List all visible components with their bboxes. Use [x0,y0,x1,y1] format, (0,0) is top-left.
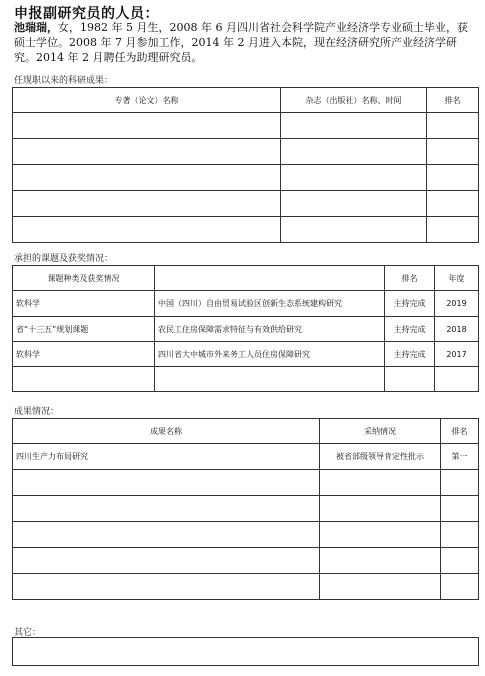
table-cell [427,191,479,217]
projects-section-label: 承担的课题及获奖情况： [14,254,114,264]
table-cell [320,574,441,600]
table-cell: 2017 [435,342,479,367]
table-row [13,444,479,470]
table-cell [13,548,320,574]
page-title: 申报副研究员的人员： [14,6,159,22]
table-cell: 2018 [435,317,479,342]
candidate-intro [14,20,476,65]
column-header: 排名 [385,266,435,291]
table-row [13,165,479,191]
table-row [13,291,479,317]
table-cell: 中国（四川）自由贸易试验区创新生态系统建构研究 [155,291,385,317]
table-row [13,342,479,367]
table-cell [13,217,281,243]
table-cell [281,139,427,165]
table-cell [441,548,479,574]
table-cell [427,217,479,243]
table-row [13,638,479,666]
research-table [12,87,479,243]
projects-table [12,265,479,392]
table-cell: 被省部级领导肯定性批示 [320,444,441,470]
research-section-label: 任现职以来的科研成果： [14,76,114,86]
column-header: 排名 [427,88,479,113]
table-cell: 2019 [435,291,479,317]
table-cell [13,367,155,392]
other-field [13,638,479,666]
table-row [13,548,479,574]
column-header: 专著（论文）名称 [13,88,281,113]
other-table [12,637,479,666]
table-cell [385,367,435,392]
table-cell [427,113,479,139]
table-row [13,496,479,522]
table-row [13,317,479,342]
candidate-bio: 女，1982 年 5 月生，2008 年 6 月四川省社会科学院产业经济学专业硕士毕业，获硕士学位。2008 年 7 月参加工作，2014 年 2 月进入本院，现在经济研究所产业经济学研究。2014 年 2 月聘任为助理研究员。 [14,21,468,64]
table-cell [13,496,320,522]
table-cell: 四川省大中城市外来务工人员住房保障研究 [155,342,385,367]
table-row [13,191,479,217]
table-cell [281,217,427,243]
candidate-name: 池瑞瑞， [14,21,58,34]
table-cell [441,496,479,522]
table-cell [320,548,441,574]
table-cell [441,522,479,548]
table-cell: 主持完成 [385,317,435,342]
table-cell [13,139,281,165]
table-row [13,113,479,139]
table-cell: 软科学 [13,291,155,317]
table-cell: 四川生产力布局研究 [13,444,320,470]
table-cell [441,574,479,600]
column-header: 成果名称 [13,419,320,444]
table-cell [427,165,479,191]
column-header: 排名 [441,419,479,444]
column-header: 年度 [435,266,479,291]
table-cell [13,113,281,139]
table-row [13,522,479,548]
results-section-label: 成果情况： [14,407,60,417]
table-cell [155,367,385,392]
other-section-label: 其它： [14,628,42,638]
table-cell [13,522,320,548]
table-cell: 主持完成 [385,342,435,367]
table-cell [281,113,427,139]
table-row [13,367,479,392]
table-cell: 第一 [441,444,479,470]
table-cell [320,496,441,522]
column-header: 课题种类及获奖情况 [13,266,155,291]
results-table [12,418,479,600]
table-cell [13,574,320,600]
table-cell: 农民工住房保障需求特征与有效供给研究 [155,317,385,342]
column-header [155,266,385,291]
table-row [13,470,479,496]
table-row [13,217,479,243]
table-cell [320,470,441,496]
table-cell: 省“十三五”规划课题 [13,317,155,342]
table-cell [281,191,427,217]
table-cell [427,139,479,165]
column-header: 杂志（出版社）名称、时间 [281,88,427,113]
table-cell [13,470,320,496]
table-cell [441,470,479,496]
column-header: 采纳情况 [320,419,441,444]
table-cell [13,191,281,217]
table-row [13,574,479,600]
table-cell: 软科学 [13,342,155,367]
table-row [13,139,479,165]
table-cell: 主持完成 [385,291,435,317]
table-cell [435,367,479,392]
table-cell [320,522,441,548]
table-cell [281,165,427,191]
table-cell [13,165,281,191]
